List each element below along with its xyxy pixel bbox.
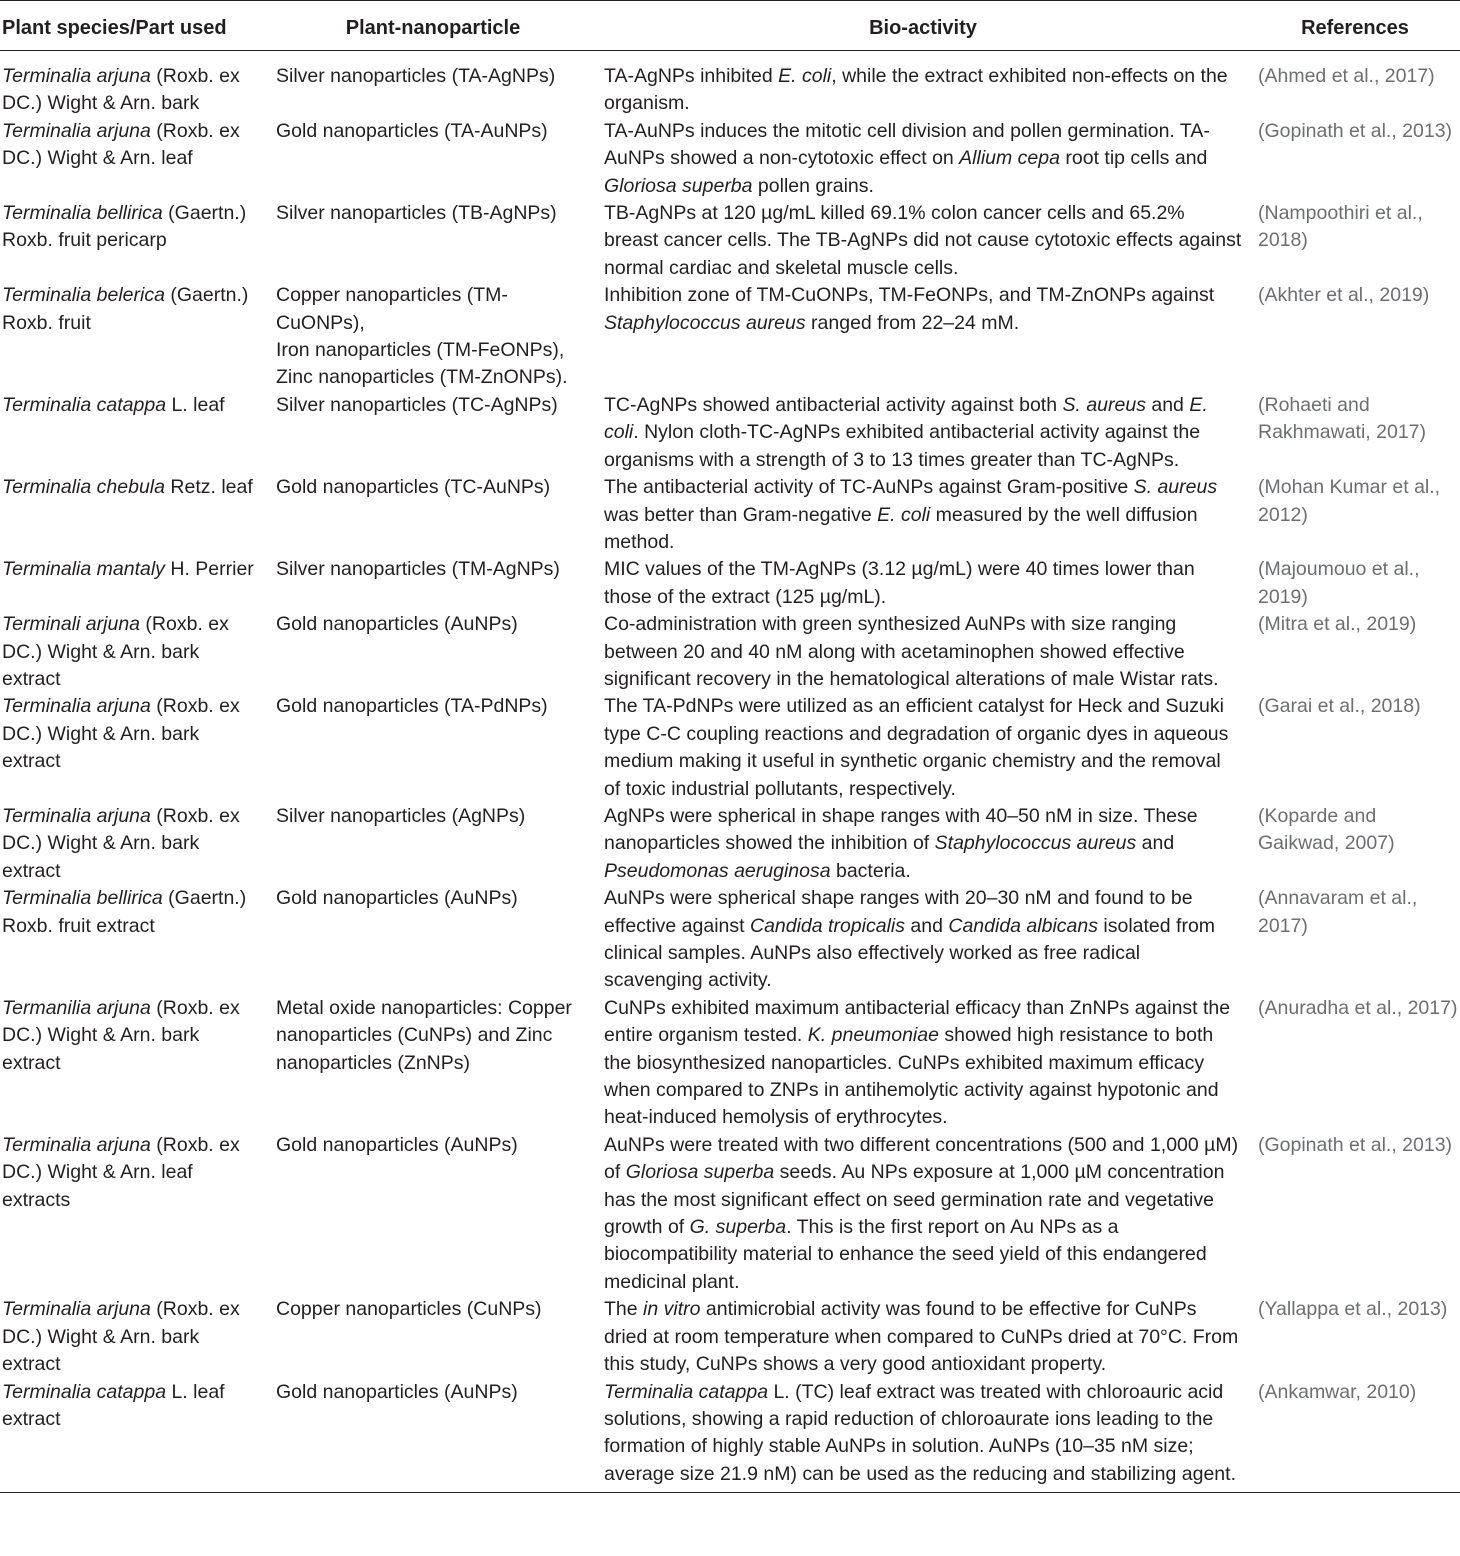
nanoparticle-line: Gold nanoparticles (AuNPs) <box>276 1133 518 1156</box>
cell-species <box>0 474 270 556</box>
text-segment: (Gaertn.) Roxb. fruit extract <box>2 887 247 937</box>
table-row <box>0 392 1460 474</box>
text-segment: AuNPs were treated with two different concentrations (500 and 1,000 µM) of <box>604 1133 1239 1184</box>
text-segment: TC-AgNPs showed antibacterial activity against both <box>604 393 1063 416</box>
italic-text: G. superba <box>689 1216 787 1239</box>
italic-text: Terminalia catappa <box>604 1380 769 1403</box>
cell-reference: (Nampoothiri et al., 2018) <box>1258 202 1423 252</box>
italic-text: Terminali arjuna <box>2 613 141 636</box>
cell-nanoparticle <box>270 282 596 392</box>
cell-species <box>0 118 270 200</box>
cell-reference: (Koparde and Gaikwad, 2007) <box>1258 804 1395 855</box>
table-row <box>0 474 1460 556</box>
cell-nanoparticle <box>270 885 596 995</box>
italic-text: S. aureus <box>1062 393 1146 416</box>
cell-nanoparticle <box>270 51 596 118</box>
cell-species <box>0 1379 270 1493</box>
italic-text: Terminalia mantaly <box>2 558 165 581</box>
cell-species <box>0 51 270 118</box>
text-segment: . This is the first report on Au NPs as a biocompatibility material to enhance the seed yield of this endangered medicinal plant. <box>604 1216 1207 1293</box>
cell-reference: (Majoumouo et al., 2019) <box>1258 558 1420 608</box>
table-row <box>0 885 1460 995</box>
cell-bioactivity <box>596 995 1250 1132</box>
cell-nanoparticle <box>270 1296 596 1378</box>
italic-text: Staphylococcus aureus <box>934 832 1137 855</box>
nanoparticle-line: Gold nanoparticles (AuNPs) <box>276 1380 518 1403</box>
italic-text: Terminalia arjuna <box>2 695 151 718</box>
text-segment: Co-administration with green synthesized AuNPs with size ranging between 20 and 40 nM along with acetaminophen showed effective significant recovery in the hematological alterations of male Wistar rats. <box>604 613 1219 690</box>
cell-nanoparticle <box>270 1379 596 1493</box>
italic-text: E. coli <box>877 503 931 526</box>
text-segment: AgNPs were spherical in shape ranges with 40–50 nM in size. These nanoparticles showed the inhibition of <box>604 804 1198 855</box>
cell-reference: (Ankamwar, 2010) <box>1250 1379 1460 1493</box>
cell-species <box>0 200 270 282</box>
cell-species <box>0 995 270 1132</box>
table-row <box>0 556 1460 611</box>
text-segment: measured by the well diffusion method. <box>604 503 1198 553</box>
nanoparticle-line: Gold nanoparticles (AuNPs) <box>276 887 518 910</box>
nanoparticle-line: Gold nanoparticles (AuNPs) <box>276 613 518 636</box>
table-row <box>0 282 1460 392</box>
table-row <box>0 1379 1460 1493</box>
cell-bioactivity <box>596 803 1250 885</box>
cell-bioactivity <box>596 1379 1250 1493</box>
nanoparticle-line: Iron nanoparticles (TM-FeONPs), <box>276 339 565 362</box>
italic-text: Terminalia arjuna <box>2 65 151 87</box>
cell-bioactivity <box>596 200 1250 282</box>
cell-nanoparticle <box>270 200 596 282</box>
header-bioactivity: Bio-activity <box>596 1 1250 51</box>
nanoparticle-line: Zinc nanoparticles (TM-ZnONPs). <box>276 366 568 389</box>
text-segment: AuNPs were spherical shape ranges with 20–30 nM and found to be effective against <box>604 887 1193 937</box>
cell-nanoparticle <box>270 474 596 556</box>
table-header <box>0 1 1460 51</box>
cell-reference: (Mohan Kumar et al., 2012) <box>1258 476 1441 526</box>
cell-nanoparticle <box>270 1132 596 1296</box>
cell-species <box>0 885 270 995</box>
nanoparticle-line: Gold nanoparticles (TC-AuNPs) <box>276 476 551 499</box>
italic-text: Terminalia chebula <box>2 476 165 499</box>
nanoparticle-line: Silver nanoparticles (AgNPs) <box>276 804 526 827</box>
text-segment: L. leaf <box>166 393 225 416</box>
header-nanoparticle: Plant-nanoparticle <box>270 1 596 51</box>
header-species: Plant species/Part used <box>0 1 270 51</box>
text-segment: bacteria. <box>830 859 911 882</box>
text-segment: H. Perrier <box>164 558 254 581</box>
text-segment: MIC values of the TM-AgNPs (3.12 µg/mL) were 40 times lower than those of the extract (125 µg/mL). <box>604 558 1195 608</box>
text-segment: The antibacterial activity of TC-AuNPs against Gram-positive <box>604 476 1134 499</box>
nanoparticle-line: Silver nanoparticles (TB-AgNPs) <box>276 202 557 225</box>
cell-reference: (Rohaeti and Rakhmawati, 2017) <box>1258 393 1426 444</box>
cell-bioactivity <box>596 118 1250 200</box>
cell-species <box>0 803 270 885</box>
table-row <box>0 693 1460 803</box>
text-segment: Inhibition zone of TM-CuONPs, TM-FeONPs, and TM-ZnONPs against <box>604 284 1215 307</box>
text-segment: was better than Gram-negative <box>604 503 878 526</box>
table-row <box>0 51 1460 118</box>
italic-text: Terminalia arjuna <box>2 119 151 142</box>
cell-bioactivity <box>596 474 1250 556</box>
italic-text: Terminalia bellirica <box>2 202 163 225</box>
text-segment: and <box>905 914 949 937</box>
text-segment: L. leaf extract <box>2 1380 225 1430</box>
cell-bioactivity <box>596 1132 1250 1296</box>
text-segment: Retz. leaf <box>164 476 253 499</box>
cell-bioactivity <box>596 392 1250 474</box>
table-row <box>0 995 1460 1132</box>
text-segment: The TA-PdNPs were utilized as an efficient catalyst for Heck and Suzuki type C-C coupling reactions and degradation of organic dyes in aqueous medium making it useful in synthetic organic chemistry and the removal of toxic industrial pollutants, respectively. <box>604 695 1229 800</box>
text-segment: . Nylon cloth-TC-AgNPs exhibited antibacterial activity against the organisms with a strength of 3 to 13 times greater than TC-AgNPs. <box>604 421 1201 471</box>
text-segment: The <box>604 1298 644 1321</box>
text-segment: CuNPs exhibited maximum antibacterial efficacy than ZnNPs against the entire organism tested. <box>604 996 1231 1047</box>
table-row <box>0 1296 1460 1378</box>
cell-bioactivity <box>596 693 1250 803</box>
header-references: References <box>1250 1 1460 51</box>
italic-text: in vitro <box>643 1298 701 1321</box>
nanoparticle-line: Metal oxide nanoparticles: Copper nanoparticles (CuNPs) and Zinc nanoparticles (ZnNPs) <box>276 996 572 1074</box>
text-segment: (Roxb. ex DC.) Wight & Arn. leaf extracts <box>2 1133 240 1211</box>
cell-bioactivity <box>596 556 1250 611</box>
text-segment: (Roxb. ex DC.) Wight & Arn. bark extract <box>2 1298 240 1376</box>
italic-text: Terminalia arjuna <box>2 1298 151 1321</box>
italic-text: E. coli <box>778 65 832 87</box>
cell-reference: (Yallappa et al., 2013) <box>1258 1298 1448 1321</box>
italic-text: S. aureus <box>1133 476 1218 499</box>
cell-species <box>0 392 270 474</box>
text-segment: TB-AgNPs at 120 µg/mL killed 69.1% colon cancer cells and 65.2% breast cancer cells. The TB-AgNPs did not cause cytotoxic effects against normal cardiac and skeletal muscle cells. <box>604 202 1242 279</box>
cell-species <box>0 1296 270 1378</box>
cell-species <box>0 556 270 611</box>
cell-reference: (Akhter et al., 2019) <box>1258 284 1430 307</box>
italic-text: Staphylococcus aureus <box>604 311 806 334</box>
italic-text: Terminalia arjuna <box>2 804 151 827</box>
cell-species <box>0 693 270 803</box>
text-segment: (Roxb. ex DC.) Wight & Arn. leaf <box>2 119 240 170</box>
header-row <box>0 1 1460 51</box>
cell-nanoparticle <box>270 611 596 693</box>
text-segment: L. (TC) leaf extract was treated with chloroauric acid solutions, showing a rapid reduction of chloroaurate ions leading to the formation of highly stable AuNPs in solution. AuNPs (10–35 nM size; average size 21.9 nM) can be used as the reducing and stabilizing agent. <box>604 1380 1236 1485</box>
cell-nanoparticle <box>270 995 596 1132</box>
text-segment: isolated from clinical samples. AuNPs also effectively worked as free radical scavenging activity. <box>604 914 1216 992</box>
italic-text: Terminalia belerica <box>2 284 165 307</box>
text-segment: antimicrobial activity was found to be effective for CuNPs dried at room temperature when compared to CuNPs dried at 70°C. From this study, CuNPs shows a very good antioxidant property. <box>604 1298 1239 1376</box>
table-row <box>0 1132 1460 1296</box>
text-segment: (Roxb. ex DC.) Wight & Arn. bark extract <box>2 695 240 773</box>
cell-reference: (Gopinath et al., 2013) <box>1258 1133 1453 1156</box>
cell-nanoparticle <box>270 118 596 200</box>
text-segment: ranged from 22–24 mM. <box>805 311 1020 334</box>
text-segment: root tip cells and <box>1059 147 1208 170</box>
text-segment: (Roxb. ex DC.) Wight & Arn. bark extract <box>2 613 229 690</box>
nanoparticle-line: Silver nanoparticles (TA-AgNPs) <box>276 65 556 87</box>
cell-nanoparticle <box>270 693 596 803</box>
nanoparticle-line: Gold nanoparticles (TA-PdNPs) <box>276 695 548 718</box>
text-segment: seeds. Au NPs exposure at 1,000 µM concentration has the most significant effect on seed germination rate and vegetative growth of <box>604 1161 1225 1239</box>
nanoparticle-line: Copper nanoparticles (TM-CuONPs), <box>276 284 508 334</box>
cell-bioactivity <box>596 611 1250 693</box>
text-segment: showed high resistance to both the biosynthesized nanoparticles. CuNPs exhibited maximum efficacy when compared to ZNPs in antihemolytic activity against hypotonic and heat-induced hemolysis of erythrocytes. <box>604 1024 1219 1129</box>
cell-species <box>0 1132 270 1296</box>
cell-nanoparticle <box>270 803 596 885</box>
italic-text: Candida albicans <box>948 914 1098 937</box>
italic-text: K. pneumoniae <box>807 1024 939 1047</box>
cell-reference: (Gopinath et al., 2013) <box>1258 119 1453 142</box>
italic-text: Pseudomonas aeruginosa <box>604 859 831 882</box>
italic-text: Candida tropicalis <box>749 914 905 937</box>
cell-bioactivity <box>596 885 1250 995</box>
text-segment: (Gaertn.) Roxb. fruit pericarp <box>2 202 247 252</box>
text-segment: and <box>1145 393 1190 416</box>
italic-text: Terminalia arjuna <box>2 1133 151 1156</box>
table-row <box>0 200 1460 282</box>
italic-text: Terminalia bellirica <box>2 887 163 910</box>
cell-species <box>0 282 270 392</box>
nanoparticle-line: Copper nanoparticles (CuNPs) <box>276 1298 542 1321</box>
text-segment: , while the extract exhibited non-effects on the organism. <box>604 65 1228 115</box>
nanoparticle-line: Silver nanoparticles (TC-AgNPs) <box>276 393 558 416</box>
cell-species <box>0 611 270 693</box>
italic-text: E. coli <box>604 393 1208 444</box>
cell-reference: (Anuradha et al., 2017) <box>1258 996 1458 1019</box>
italic-text: Terminalia catappa <box>2 393 167 416</box>
text-segment: and <box>1136 832 1175 855</box>
italic-text: Terminalia catappa <box>2 1380 167 1403</box>
cell-nanoparticle <box>270 392 596 474</box>
nanoparticle-line: Gold nanoparticles (TA-AuNPs) <box>276 119 548 142</box>
text-segment: TA-AuNPs induces the mitotic cell division and pollen germination. TA-AuNPs showed a non-cytotoxic effect on <box>604 119 1210 170</box>
cell-reference: (Mitra et al., 2019) <box>1258 613 1417 636</box>
cell-nanoparticle <box>270 556 596 611</box>
cell-bioactivity <box>596 1296 1250 1378</box>
italic-text: Gloriosa superba <box>604 174 753 197</box>
cell-reference: (Ahmed et al., 2017) <box>1258 65 1435 87</box>
nanoparticle-line: Silver nanoparticles (TM-AgNPs) <box>276 558 560 581</box>
table-body <box>0 51 1460 1493</box>
text-segment: (Roxb. ex DC.) Wight & Arn. bark <box>2 65 240 115</box>
italic-text: Gloriosa superba <box>625 1161 775 1184</box>
table-row <box>0 803 1460 885</box>
text-segment: pollen grains. <box>752 174 874 197</box>
text-segment: TA-AgNPs inhibited <box>604 65 779 87</box>
cell-bioactivity <box>596 51 1250 118</box>
text-segment: (Roxb. ex DC.) Wight & Arn. bark extract <box>2 804 240 882</box>
text-segment: (Roxb. ex DC.) Wight & Arn. bark extract <box>2 996 240 1074</box>
cell-reference: (Annavaram et al., 2017) <box>1258 887 1418 937</box>
table-row <box>0 118 1460 200</box>
cell-reference: (Garai et al., 2018) <box>1258 695 1421 718</box>
italic-text: Termanilia arjuna <box>2 996 151 1019</box>
table-row <box>0 611 1460 693</box>
italic-text: Allium cepa <box>959 147 1060 170</box>
text-segment: (Gaertn.) Roxb. fruit <box>2 284 249 334</box>
cell-bioactivity <box>596 282 1250 392</box>
